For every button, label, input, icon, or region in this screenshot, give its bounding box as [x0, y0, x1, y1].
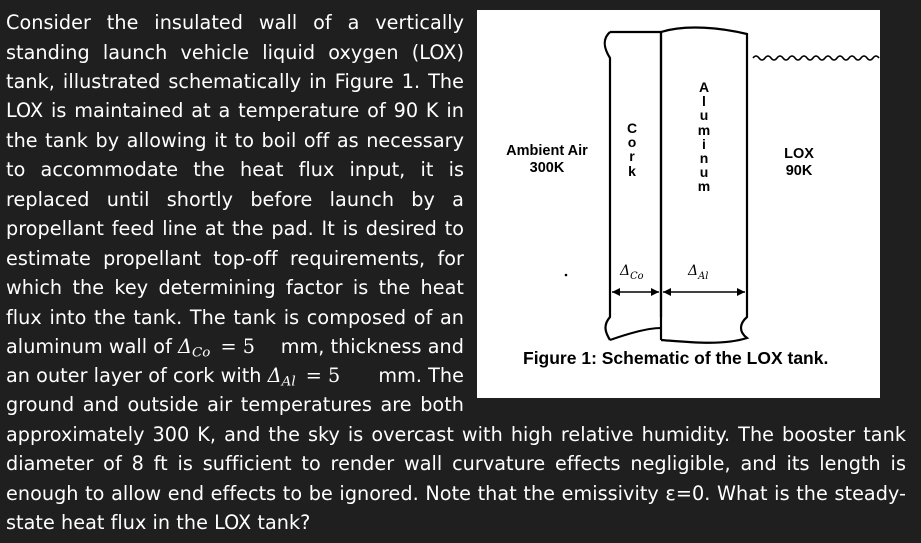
problem-line-1: Consider the insulated wall of a vertically	[6, 11, 464, 34]
lox-surface-wave	[753, 56, 879, 60]
delta-cork-label: $\Delta_{Co}$	[620, 263, 644, 282]
line12-text-pre: aluminum wall of	[6, 334, 179, 358]
line12-text-post: mm, thickness and	[280, 334, 464, 358]
delta-al-symbol: $\Delta_{Al}$	[267, 364, 296, 390]
lox-temp-text: 90K	[785, 163, 813, 179]
problem-line-7: replaced until shortly before launch by a	[6, 187, 464, 211]
problem-line-15: approximately 300 K, and the sky is overcast with high relative humidity. The booster tank	[6, 422, 906, 446]
problem-line-2: standing launch vehicle liquid oxygen (LOX)	[6, 40, 464, 64]
cork-outer-edge	[605, 32, 610, 340]
line13-text-post: mm. The	[378, 364, 464, 387]
problem-line-11: flux into the tank. The tank is composed of an	[6, 305, 464, 329]
line13-text-pre: an outer layer of cork with	[6, 364, 268, 387]
figure-panel	[477, 10, 880, 398]
ambient-temp-text: 300K	[529, 160, 565, 176]
problem-line-16: diameter of 8 ft is sufficient to render wall curvature effects negligible, and its length is	[6, 452, 906, 475]
problem-line-5: the tank by allowing it to boil off as necessary	[6, 128, 464, 152]
problem-line-8: propellant feed line at the pad. It is desired to	[6, 217, 464, 240]
problem-line-3: tank, illustrated schematically in Figure 1. The	[6, 70, 464, 93]
cork-label: C o r k	[626, 120, 638, 179]
lox-label	[769, 146, 829, 180]
problem-line-18: state heat flux in the LOX tank?	[6, 511, 311, 534]
figure-caption: Figure 1: Schematic of the LOX tank.	[523, 348, 829, 368]
lox-text: LOX	[784, 146, 814, 162]
problem-line-14: ground and outside air temperatures are both	[6, 393, 464, 416]
delta-al-label: $\Delta_{Al}$	[688, 263, 709, 282]
problem-line-9: estimate propellant top-off requirements, for	[6, 246, 464, 270]
problem-line-17: enough to allow end effects to be ignored. Note that the emissivity ε=0. What is the steady-	[6, 481, 906, 505]
problem-line-10: which the key determining factor is the heat	[6, 276, 464, 299]
stray-dot	[565, 274, 568, 277]
line12-equals: = 5	[220, 334, 255, 358]
ambient-air-label	[495, 143, 599, 177]
ambient-air-text: Ambient Air	[506, 143, 588, 159]
aluminum-label: A l u m i n u m	[697, 79, 711, 195]
problem-line-4: LOX is maintained at a temperature of 90 K in	[6, 99, 464, 122]
tank-wall-schematic	[477, 10, 880, 398]
line13-equals: = 5	[305, 364, 341, 387]
problem-line-6: to accommodate the heat flux input, it is	[6, 158, 464, 181]
delta-cork-symbol: $\Delta_{Co}$	[178, 334, 211, 360]
